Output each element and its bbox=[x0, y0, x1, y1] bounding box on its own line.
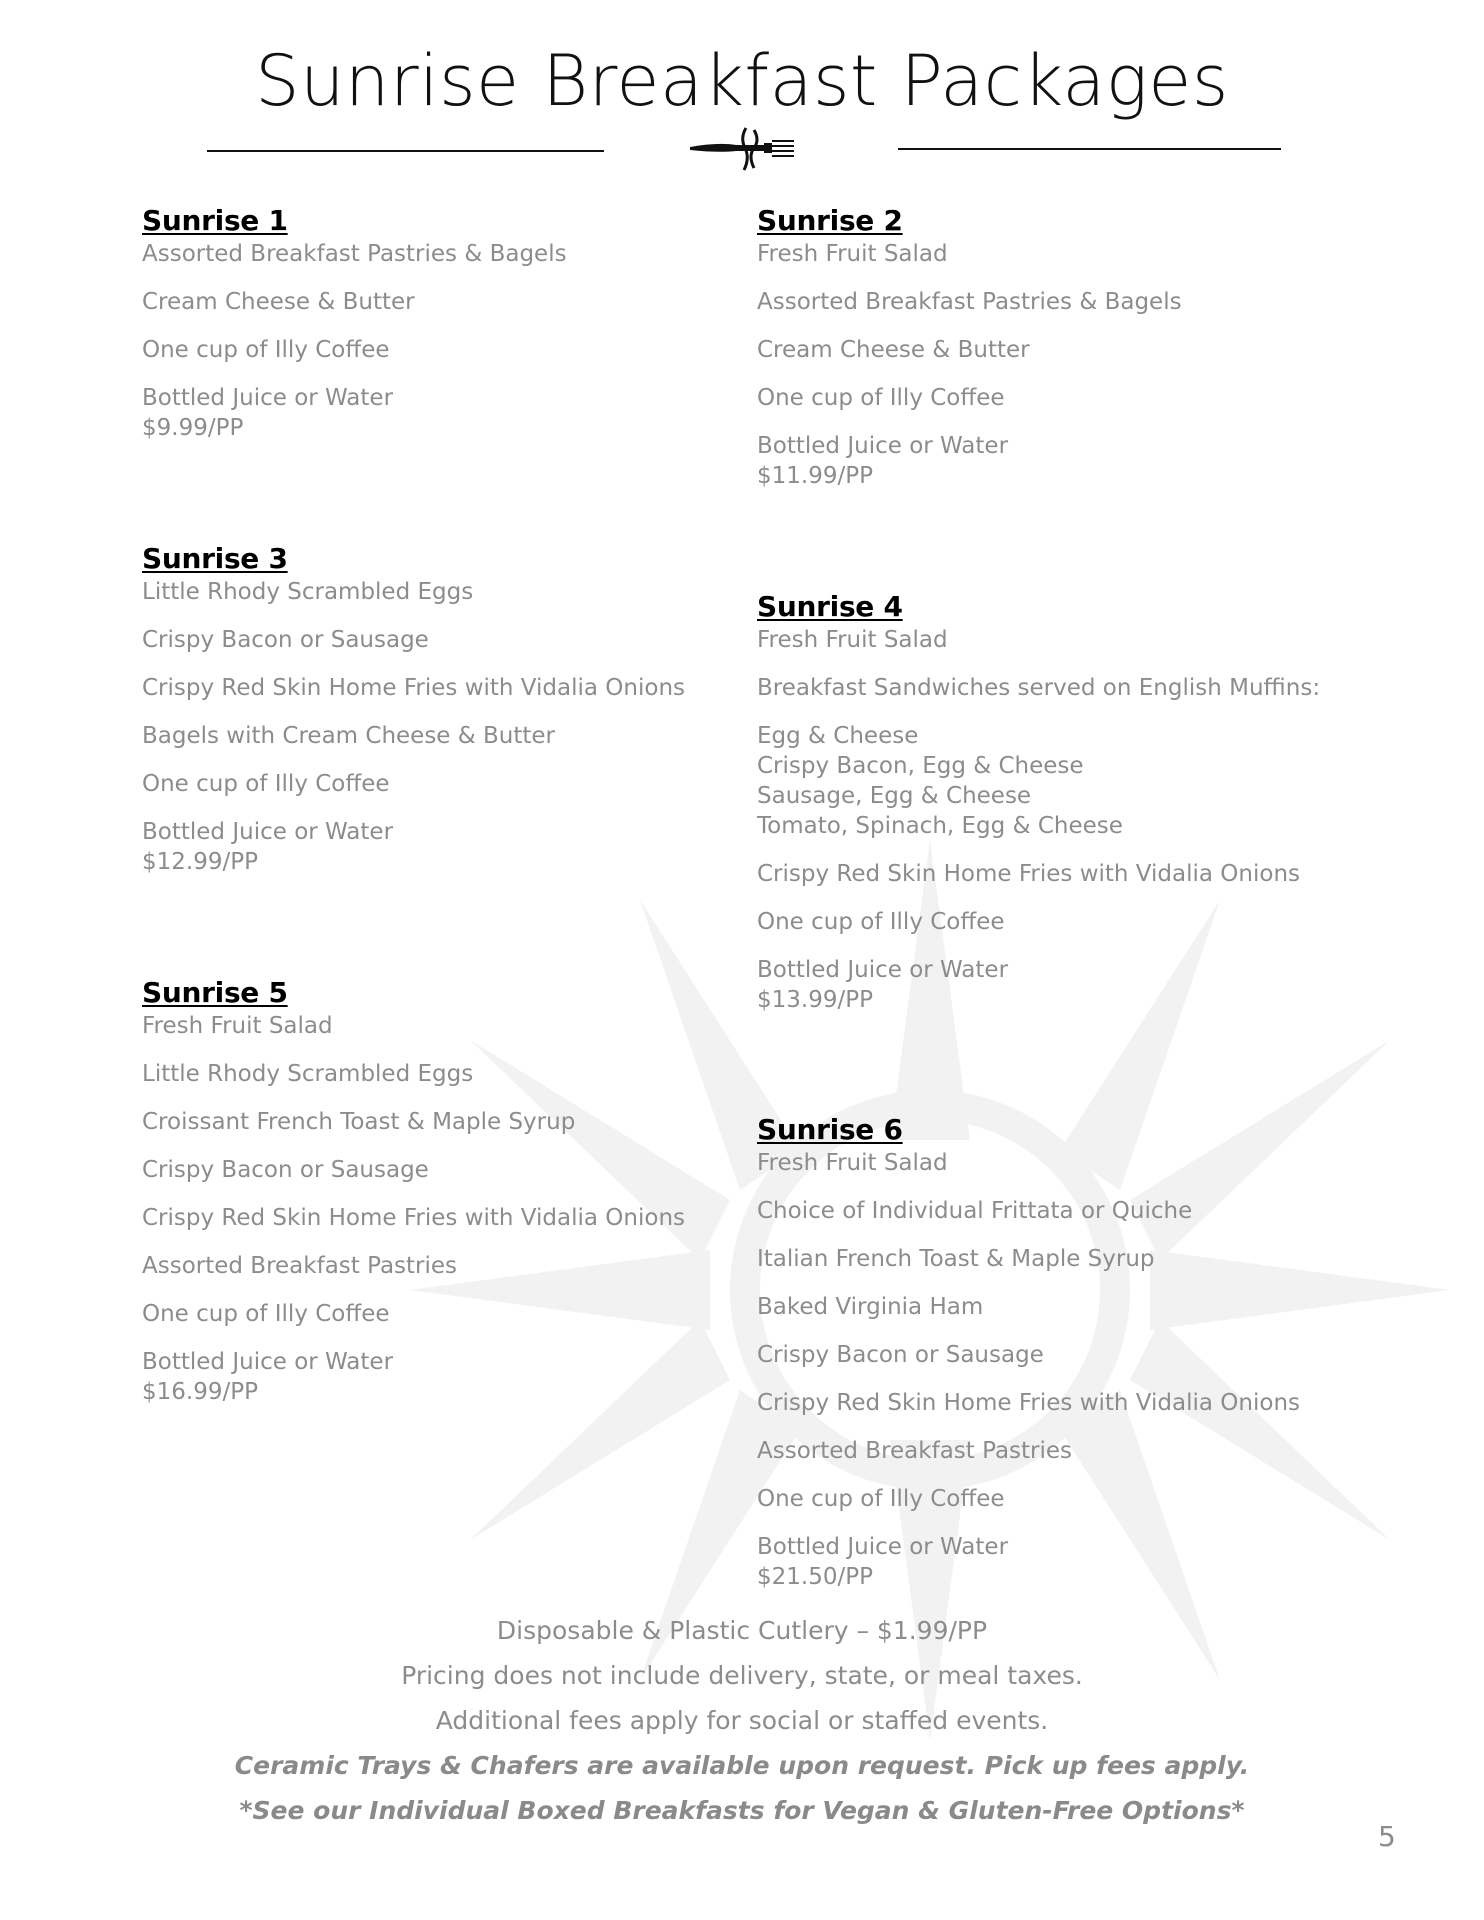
title-divider-left bbox=[207, 150, 604, 152]
menu-item: Bottled Juice or Water bbox=[757, 433, 1009, 459]
menu-item: Crispy Red Skin Home Fries with Vidalia Onions bbox=[757, 1390, 1301, 1416]
package-price: $16.99/PP bbox=[142, 1379, 258, 1405]
sandwich-option: Sausage, Egg & Cheese bbox=[757, 783, 1032, 809]
package-sunrise-3 bbox=[142, 541, 722, 877]
sandwich-option: Crispy Bacon, Egg & Cheese bbox=[757, 753, 1084, 779]
ceramic-note: Ceramic Trays & Chafers are available upon request. Pick up fees apply. bbox=[234, 1751, 1250, 1780]
menu-item: Bottled Juice or Water bbox=[142, 819, 394, 845]
menu-item: Bottled Juice or Water bbox=[142, 1349, 394, 1375]
menu-item: Assorted Breakfast Pastries & Bagels bbox=[142, 241, 567, 267]
menu-item: Fresh Fruit Salad bbox=[757, 627, 948, 653]
menu-item: One cup of Illy Coffee bbox=[142, 771, 390, 797]
menu-item: Bottled Juice or Water bbox=[757, 957, 1009, 983]
package-title: Sunrise 4 bbox=[757, 590, 903, 623]
package-title: Sunrise 2 bbox=[757, 204, 903, 237]
page-number: 5 bbox=[1378, 1820, 1396, 1853]
menu-item: Assorted Breakfast Pastries bbox=[757, 1438, 1073, 1464]
sandwich-option: Tomato, Spinach, Egg & Cheese bbox=[757, 813, 1123, 839]
package-sunrise-6 bbox=[757, 1112, 1377, 1592]
menu-item: Bottled Juice or Water bbox=[142, 385, 394, 411]
sandwich-option: Egg & Cheese bbox=[757, 723, 919, 749]
menu-item: Little Rhody Scrambled Eggs bbox=[142, 1061, 474, 1087]
menu-item: Assorted Breakfast Pastries bbox=[142, 1253, 458, 1279]
page-title: Sunrise Breakfast Packages bbox=[255, 40, 1229, 122]
package-title: Sunrise 5 bbox=[142, 976, 288, 1009]
menu-item: Bottled Juice or Water bbox=[757, 1534, 1009, 1560]
menu-item: Crispy Red Skin Home Fries with Vidalia Onions bbox=[142, 1205, 686, 1231]
menu-item: Fresh Fruit Salad bbox=[757, 241, 948, 267]
menu-item: One cup of Illy Coffee bbox=[142, 337, 390, 363]
menu-item: Breakfast Sandwiches served on English Muffins: bbox=[757, 675, 1321, 701]
menu-item: Italian French Toast & Maple Syrup bbox=[757, 1246, 1155, 1272]
menu-item: Crispy Red Skin Home Fries with Vidalia Onions bbox=[757, 861, 1301, 887]
boxed-breakfast-note: *See our Individual Boxed Breakfasts for Vegan & Gluten-Free Options* bbox=[239, 1796, 1245, 1825]
package-sunrise-1 bbox=[142, 203, 702, 443]
package-price: $12.99/PP bbox=[142, 849, 258, 875]
menu-item: Little Rhody Scrambled Eggs bbox=[142, 579, 474, 605]
package-sunrise-4 bbox=[757, 589, 1377, 1015]
menu-item: Baked Virginia Ham bbox=[757, 1294, 984, 1320]
package-title: Sunrise 3 bbox=[142, 542, 288, 575]
menu-item: Fresh Fruit Salad bbox=[757, 1150, 948, 1176]
menu-item: Crispy Red Skin Home Fries with Vidalia Onions bbox=[142, 675, 686, 701]
package-sunrise-5 bbox=[142, 975, 722, 1407]
menu-item: One cup of Illy Coffee bbox=[757, 1486, 1005, 1512]
menu-item: Cream Cheese & Butter bbox=[757, 337, 1030, 363]
package-price: $11.99/PP bbox=[757, 463, 873, 489]
menu-item: Croissant French Toast & Maple Syrup bbox=[142, 1109, 576, 1135]
footer-notes bbox=[0, 1608, 1484, 1833]
package-price: $9.99/PP bbox=[142, 415, 244, 441]
menu-item: Fresh Fruit Salad bbox=[142, 1013, 333, 1039]
menu-item: Crispy Bacon or Sausage bbox=[142, 627, 429, 653]
package-sunrise-2 bbox=[757, 203, 1357, 491]
package-price: $13.99/PP bbox=[757, 987, 873, 1013]
package-title: Sunrise 6 bbox=[757, 1113, 903, 1146]
menu-item: Bagels with Cream Cheese & Butter bbox=[142, 723, 556, 749]
menu-item: Cream Cheese & Butter bbox=[142, 289, 415, 315]
pricing-note: Pricing does not include delivery, state, or meal taxes. bbox=[401, 1661, 1083, 1690]
title-divider-right bbox=[898, 148, 1281, 150]
cutlery-note: Disposable & Plastic Cutlery – $1.99/PP bbox=[496, 1616, 988, 1645]
menu-item: One cup of Illy Coffee bbox=[757, 909, 1005, 935]
menu-item: One cup of Illy Coffee bbox=[142, 1301, 390, 1327]
menu-item: Assorted Breakfast Pastries & Bagels bbox=[757, 289, 1182, 315]
menu-item: One cup of Illy Coffee bbox=[757, 385, 1005, 411]
menu-item: Crispy Bacon or Sausage bbox=[142, 1157, 429, 1183]
fees-note: Additional fees apply for social or staffed events. bbox=[435, 1706, 1049, 1735]
menu-item: Choice of Individual Frittata or Quiche bbox=[757, 1198, 1193, 1224]
fork-knife-icon bbox=[688, 124, 798, 174]
package-price: $21.50/PP bbox=[757, 1564, 873, 1590]
menu-item: Crispy Bacon or Sausage bbox=[757, 1342, 1044, 1368]
package-title: Sunrise 1 bbox=[142, 204, 288, 237]
